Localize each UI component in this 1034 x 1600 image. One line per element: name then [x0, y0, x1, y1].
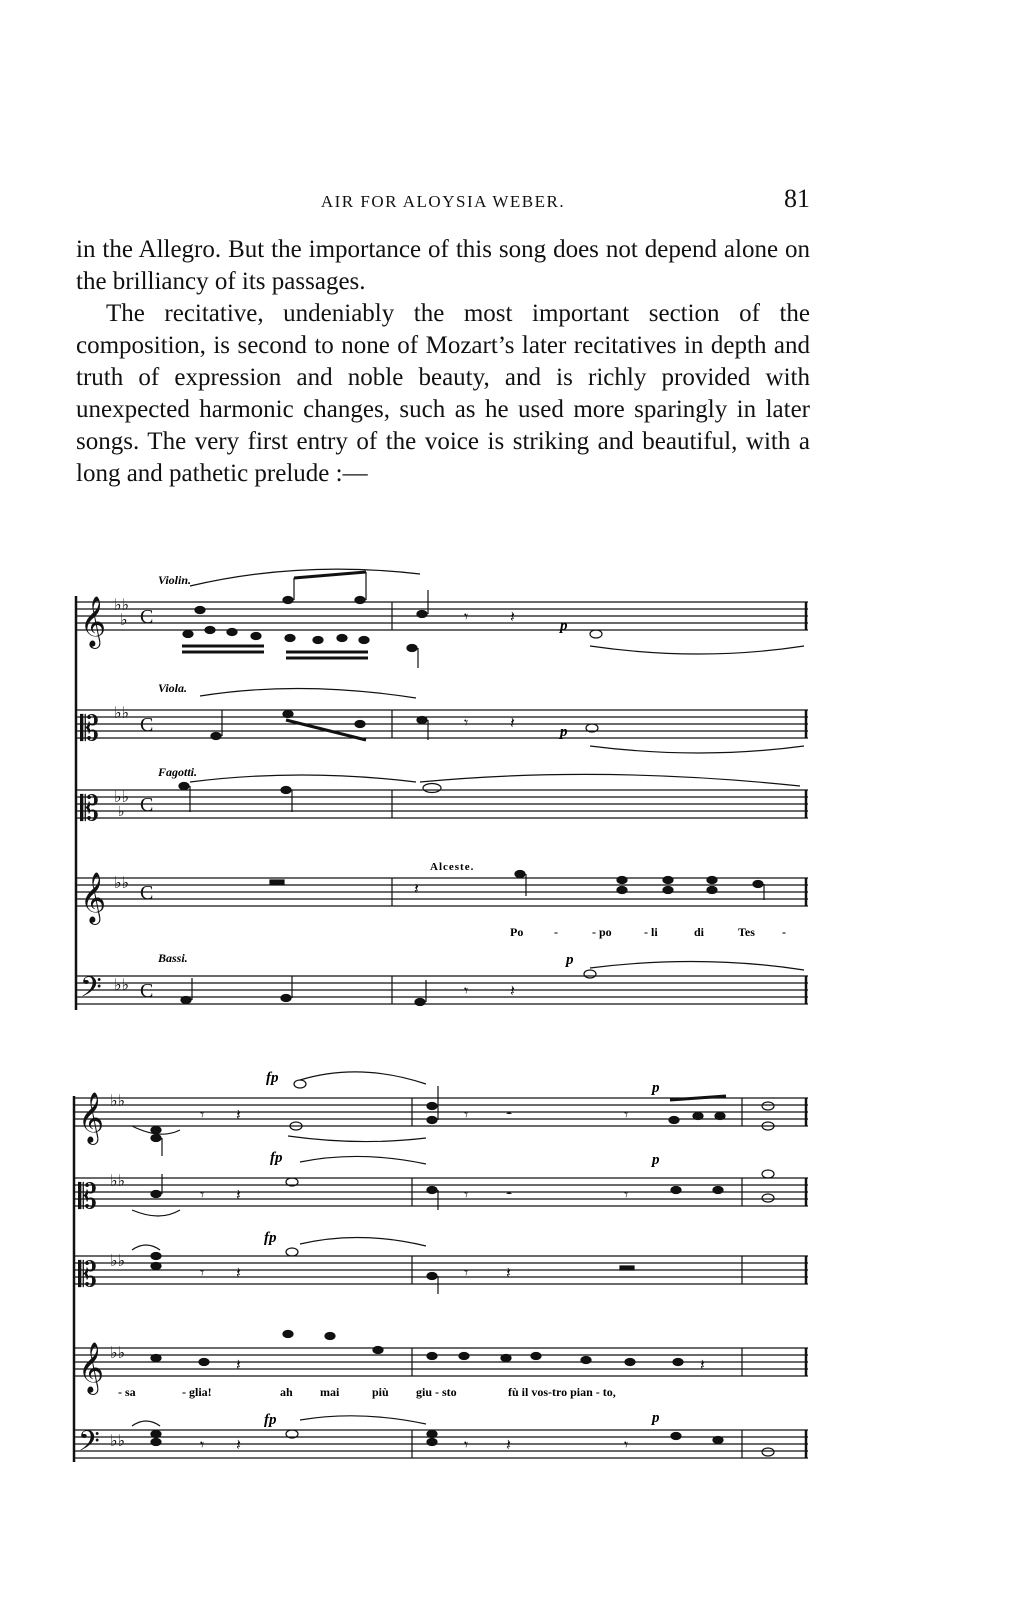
dynamic-fp: fp	[270, 1150, 283, 1166]
svg-text:𝄼: 𝄼	[506, 1185, 513, 1204]
staff-fagotti-1	[76, 790, 808, 818]
lyric-syllable: ah	[280, 1385, 293, 1399]
time-signature: C	[140, 714, 154, 736]
svg-text:♭♭: ♭♭	[110, 1171, 126, 1190]
time-signature: C	[140, 606, 154, 628]
treble-clef-icon: 𝄞	[78, 1342, 105, 1393]
svg-text:♭: ♭	[120, 610, 128, 629]
svg-text:𝄽: 𝄽	[510, 607, 515, 626]
svg-text:𝄾: 𝄾	[200, 1105, 205, 1124]
svg-text:♭♭: ♭♭	[114, 975, 130, 994]
svg-text:𝄽: 𝄽	[414, 879, 419, 898]
svg-text:♭♭: ♭♭	[114, 873, 130, 892]
svg-text:𝄾: 𝄾	[464, 981, 469, 1000]
lyric-syllable: più	[372, 1385, 389, 1399]
svg-text:𝄾: 𝄾	[624, 1185, 629, 1204]
music-score	[60, 550, 830, 1480]
lyric-syllable: -	[782, 925, 786, 939]
dynamic-fp: fp	[266, 1070, 279, 1086]
svg-text:𝄽: 𝄽	[506, 1263, 511, 1282]
staff-violin-1	[76, 602, 808, 630]
tenor-clef-icon: 𝄡	[78, 1255, 97, 1295]
staff-bassi-2	[74, 1430, 808, 1458]
svg-text:𝄽: 𝄽	[236, 1263, 241, 1282]
svg-text:𝄾: 𝄾	[624, 1105, 629, 1124]
svg-text:♭♭: ♭♭	[114, 787, 130, 806]
svg-text:𝄼: 𝄼	[506, 1105, 513, 1124]
staff-voice-1	[76, 878, 808, 906]
body-text	[76, 234, 810, 490]
lyric-syllable: - glia!	[182, 1385, 212, 1399]
dynamic-p: p	[566, 952, 574, 968]
staff-voice-2	[74, 1348, 808, 1376]
svg-text:𝄽: 𝄽	[510, 713, 515, 732]
dynamic-p: p	[560, 618, 568, 634]
lyrics-system-1	[510, 925, 786, 939]
staff-viola-1	[76, 710, 808, 738]
lyric-syllable: mai	[320, 1385, 340, 1399]
svg-text:♭♭: ♭♭	[110, 1091, 126, 1110]
time-signature: C	[140, 980, 154, 1002]
svg-text:𝄾: 𝄾	[200, 1435, 205, 1454]
treble-clef-icon: 𝄞	[78, 1092, 105, 1143]
lyric-syllable: fù il vos-tro pian - to,	[508, 1385, 616, 1399]
svg-text:𝄽: 𝄽	[236, 1355, 241, 1374]
svg-text:♭♭: ♭♭	[114, 595, 130, 614]
lyric-syllable: Tes	[738, 925, 755, 939]
lyric-syllable: -	[554, 925, 558, 939]
running-header	[76, 184, 810, 216]
lyric-syllable: - po	[592, 925, 612, 939]
dynamic-p: p	[652, 1410, 660, 1426]
lyric-syllable: - li	[644, 925, 658, 939]
tenor-clef-icon: 𝄡	[80, 789, 99, 829]
dynamic-fp: fp	[264, 1412, 277, 1428]
alto-clef-icon: 𝄡	[80, 709, 99, 749]
svg-text:♭♭: ♭♭	[110, 1251, 126, 1270]
running-title: AIR FOR ALOYSIA WEBER.	[320, 192, 566, 211]
dynamic-fp: fp	[264, 1230, 277, 1246]
bass-clef-icon: 𝄢	[78, 1425, 100, 1465]
svg-text:𝄽: 𝄽	[510, 981, 515, 1000]
dynamic-p: p	[652, 1152, 660, 1168]
svg-text:𝄾: 𝄾	[464, 607, 469, 626]
paragraph-1: in the Allegro. But the importance of this song does not depend alone on the brilliancy of its passages.	[76, 236, 810, 295]
label-fagotti: Fagotti.	[158, 765, 198, 779]
svg-text:𝄾: 𝄾	[464, 1105, 469, 1124]
label-bassi: Bassi.	[158, 951, 188, 965]
label-violin: Violin.	[158, 573, 192, 587]
page-number: 81	[784, 184, 810, 213]
svg-text:𝄽: 𝄽	[236, 1185, 241, 1204]
svg-text:♭♭: ♭♭	[110, 1343, 126, 1362]
svg-text:𝄾: 𝄾	[624, 1435, 629, 1454]
paragraph-2: The recitative, undeniably the most important section of the composition, is second to none of Mozart’s later recitatives in depth and truth of expression and noble beauty, and is richly provided with unexpected harmonic changes, such as he used more sparingly in later songs. The very first entry of the voice is striking and beautiful, with a long and pathetic prelude :—	[76, 300, 810, 487]
treble-clef-icon: 𝄞	[80, 596, 107, 647]
svg-text:𝄾: 𝄾	[464, 1185, 469, 1204]
lyrics-system-2	[118, 1385, 616, 1399]
dynamic-p: p	[560, 724, 568, 740]
svg-text:𝄽: 𝄽	[236, 1105, 241, 1124]
treble-clef-icon: 𝄞	[80, 872, 107, 923]
lyric-syllable: giu - sto	[416, 1385, 457, 1399]
svg-text:𝄾: 𝄾	[464, 1263, 469, 1282]
bass-clef-icon: 𝄢	[80, 971, 102, 1011]
svg-text:𝄽: 𝄽	[700, 1355, 705, 1374]
voice-name: Alceste.	[430, 861, 475, 873]
svg-text:𝄽: 𝄽	[506, 1435, 511, 1454]
lyric-syllable: - sa	[118, 1385, 136, 1399]
staff-viola-2	[74, 1178, 808, 1206]
svg-text:𝄾: 𝄾	[464, 1435, 469, 1454]
staff-fagotti-2	[74, 1256, 808, 1284]
label-viola: Viola.	[158, 681, 188, 695]
lyric-syllable: Po	[510, 925, 524, 939]
svg-text:𝄾: 𝄾	[464, 713, 469, 732]
svg-text:𝄽: 𝄽	[236, 1435, 241, 1454]
time-signature: C	[140, 794, 154, 816]
lyric-syllable: di	[694, 925, 705, 939]
time-signature: C	[140, 882, 154, 904]
svg-text:♭♭: ♭♭	[110, 1431, 126, 1450]
dynamic-p: p	[652, 1080, 660, 1096]
svg-text:𝄾: 𝄾	[200, 1263, 205, 1282]
svg-text:♭♭: ♭♭	[114, 703, 130, 722]
svg-text:𝄾: 𝄾	[200, 1185, 205, 1204]
alto-clef-icon: 𝄡	[78, 1177, 97, 1217]
svg-text:♭: ♭	[118, 804, 125, 820]
